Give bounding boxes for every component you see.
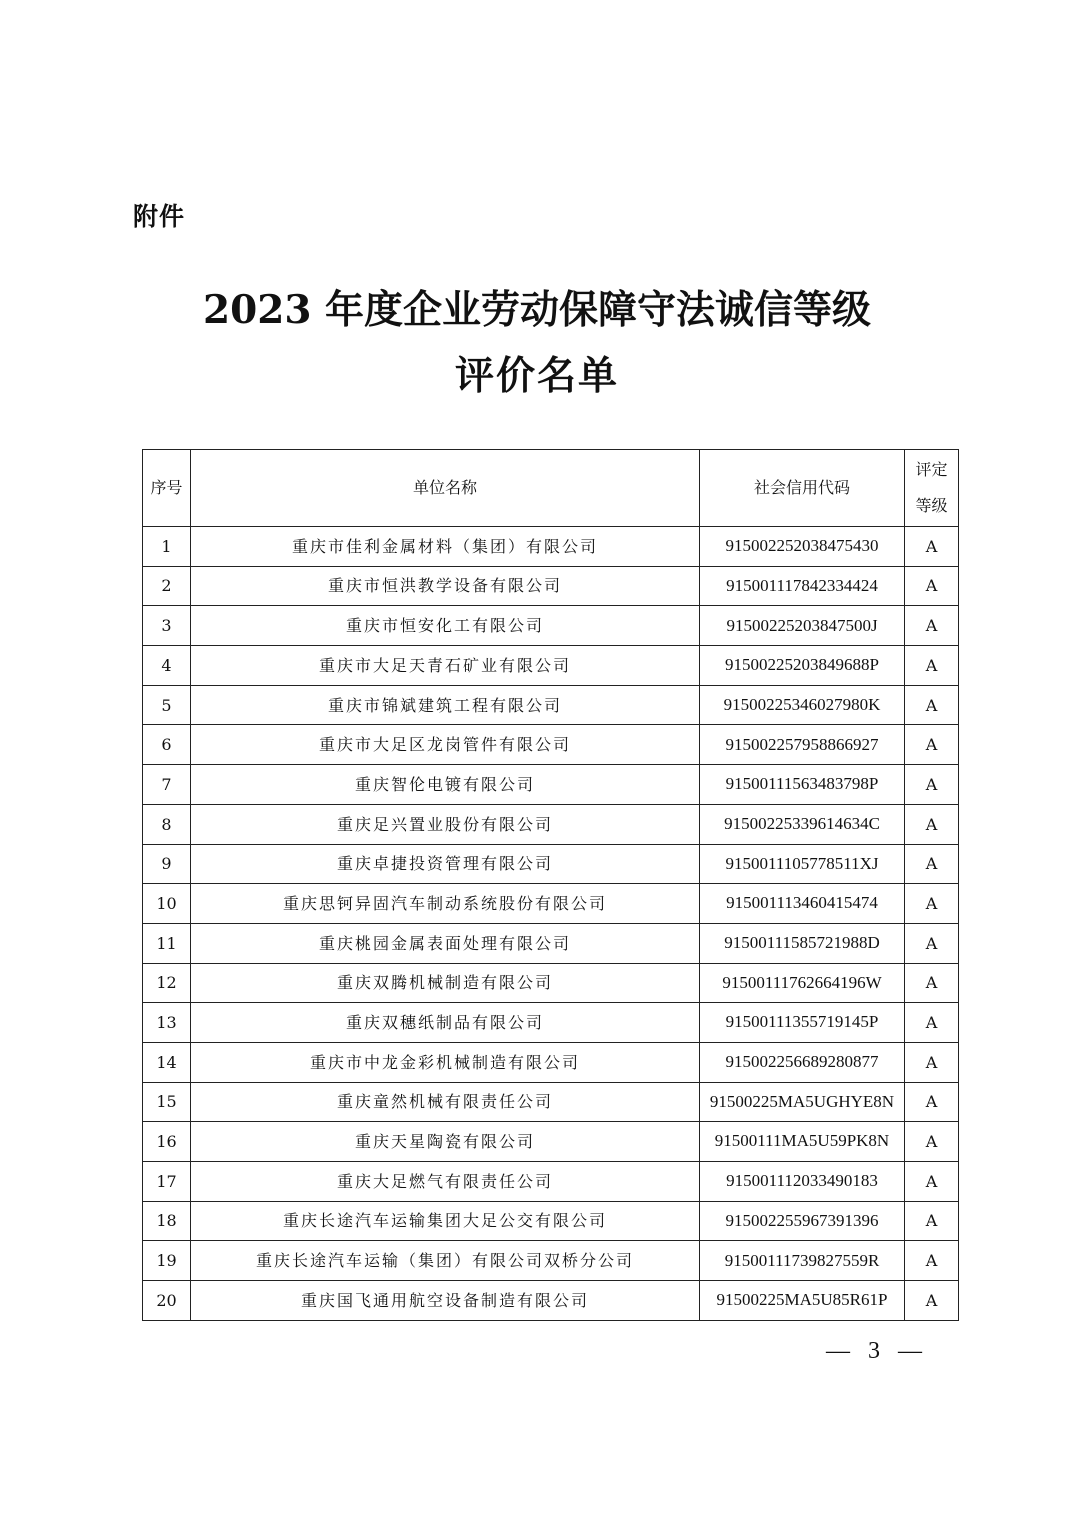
table-row	[143, 1042, 959, 1082]
document-title-line1: 2023 年度企业劳动保障守法诚信等级	[202, 287, 872, 333]
row-code-cell: 91500111MA5U59PK8N	[700, 1122, 905, 1162]
table-row	[143, 1122, 959, 1162]
row-code-cell: 91500111585721988D	[700, 923, 905, 963]
row-name-cell: 重庆国飞通用航空设备制造有限公司	[191, 1281, 700, 1321]
row-grade-cell: A	[905, 963, 959, 1003]
row-name-cell: 重庆市大足区龙岗管件有限公司	[191, 725, 700, 765]
row-name-cell: 重庆双腾机械制造有限公司	[191, 963, 700, 1003]
row-code-cell: 91500225346027980K	[700, 685, 905, 725]
row-grade-cell: A	[905, 804, 959, 844]
row-name-cell: 重庆智伦电镀有限公司	[191, 765, 700, 805]
row-name-cell: 重庆市锦斌建筑工程有限公司	[191, 685, 700, 725]
row-grade-cell: A	[905, 1241, 959, 1281]
table-row	[143, 725, 959, 765]
row-seq-cell: 8	[143, 804, 191, 844]
attachment-label: 附件	[133, 202, 186, 231]
row-seq-cell: 16	[143, 1122, 191, 1162]
row-seq-cell: 5	[143, 685, 191, 725]
row-name-cell: 重庆市中龙金彩机械制造有限公司	[191, 1042, 700, 1082]
row-code-cell: 91500111762664196W	[700, 963, 905, 1003]
row-grade-cell: A	[905, 923, 959, 963]
row-code-cell: 915002255967391396	[700, 1201, 905, 1241]
row-code-cell: 915002252038475430	[700, 527, 905, 567]
table-row	[143, 1201, 959, 1241]
row-name-cell: 重庆双穗纸制品有限公司	[191, 1003, 700, 1043]
row-code-cell: 915002257958866927	[700, 725, 905, 765]
table-header	[143, 450, 959, 527]
row-grade-cell: A	[905, 1042, 959, 1082]
table-body	[143, 527, 959, 1321]
header-row	[143, 450, 959, 527]
row-code-cell: 915001112033490183	[700, 1162, 905, 1202]
row-seq-cell: 12	[143, 963, 191, 1003]
row-grade-cell: A	[905, 884, 959, 924]
row-grade-cell: A	[905, 1082, 959, 1122]
row-seq-cell: 10	[143, 884, 191, 924]
table-row	[143, 527, 959, 567]
row-grade-cell: A	[905, 685, 959, 725]
table-row	[143, 884, 959, 924]
row-name-cell: 重庆桃园金属表面处理有限公司	[191, 923, 700, 963]
row-seq-cell: 2	[143, 566, 191, 606]
row-seq-cell: 9	[143, 844, 191, 884]
row-seq-cell: 4	[143, 646, 191, 686]
table-row	[143, 1241, 959, 1281]
row-name-cell: 重庆思钶异固汽车制动系统股份有限公司	[191, 884, 700, 924]
row-name-cell: 重庆市大足天青石矿业有限公司	[191, 646, 700, 686]
row-name-cell: 重庆童然机械有限责任公司	[191, 1082, 700, 1122]
rating-list-table	[142, 449, 959, 1321]
row-code-cell: 91500111355719145P	[700, 1003, 905, 1043]
row-code-cell: 91500111739827559R	[700, 1241, 905, 1281]
row-seq-cell: 14	[143, 1042, 191, 1082]
row-grade-cell: A	[905, 1003, 959, 1043]
row-seq-cell: 17	[143, 1162, 191, 1202]
row-code-cell: 91500225203849688P	[700, 646, 905, 686]
row-grade-cell: A	[905, 765, 959, 805]
row-seq-cell: 7	[143, 765, 191, 805]
table-row	[143, 765, 959, 805]
table-row	[143, 1281, 959, 1321]
row-name-cell: 重庆足兴置业股份有限公司	[191, 804, 700, 844]
row-name-cell: 重庆长途汽车运输集团大足公交有限公司	[191, 1201, 700, 1241]
row-seq-cell: 20	[143, 1281, 191, 1321]
table-row	[143, 646, 959, 686]
table-row	[143, 844, 959, 884]
row-grade-cell: A	[905, 527, 959, 567]
row-seq-cell: 19	[143, 1241, 191, 1281]
header-code: 社会信用代码	[700, 450, 905, 527]
table-row	[143, 685, 959, 725]
row-seq-cell: 15	[143, 1082, 191, 1122]
row-seq-cell: 1	[143, 527, 191, 567]
row-code-cell: 91500225339614634C	[700, 804, 905, 844]
row-code-cell: 915001113460415474	[700, 884, 905, 924]
row-seq-cell: 3	[143, 606, 191, 646]
table-row	[143, 923, 959, 963]
header-seq: 序号	[143, 450, 191, 527]
row-code-cell: 91500225MA5UGHYE8N	[700, 1082, 905, 1122]
table-row	[143, 1162, 959, 1202]
table-row	[143, 606, 959, 646]
row-name-cell: 重庆天星陶瓷有限公司	[191, 1122, 700, 1162]
row-name-cell: 重庆大足燃气有限责任公司	[191, 1162, 700, 1202]
header-name: 单位名称	[191, 450, 700, 527]
document-title-line2: 评价名单	[454, 353, 619, 399]
row-seq-cell: 18	[143, 1201, 191, 1241]
page-number: — 3 —	[826, 1338, 928, 1364]
table-row	[143, 804, 959, 844]
row-code-cell: 91500225203847500J	[700, 606, 905, 646]
row-name-cell: 重庆长途汽车运输（集团）有限公司双桥分公司	[191, 1241, 700, 1281]
row-seq-cell: 13	[143, 1003, 191, 1043]
header-grade-line2: 等级	[915, 496, 948, 515]
row-grade-cell: A	[905, 566, 959, 606]
row-grade-cell: A	[905, 725, 959, 765]
row-grade-cell: A	[905, 844, 959, 884]
row-code-cell: 915002256689280877	[700, 1042, 905, 1082]
header-grade	[905, 450, 959, 527]
row-seq-cell: 6	[143, 725, 191, 765]
row-name-cell: 重庆卓捷投资管理有限公司	[191, 844, 700, 884]
row-seq-cell: 11	[143, 923, 191, 963]
row-grade-cell: A	[905, 646, 959, 686]
row-code-cell: 91500225MA5U85R61P	[700, 1281, 905, 1321]
row-grade-cell: A	[905, 606, 959, 646]
row-code-cell: 9150011105778511XJ	[700, 844, 905, 884]
table-row	[143, 566, 959, 606]
row-grade-cell: A	[905, 1281, 959, 1321]
row-code-cell: 91500111563483798P	[700, 765, 905, 805]
table-row	[143, 1003, 959, 1043]
table-row	[143, 963, 959, 1003]
row-code-cell: 915001117842334424	[700, 566, 905, 606]
row-name-cell: 重庆市恒洪教学设备有限公司	[191, 566, 700, 606]
row-grade-cell: A	[905, 1201, 959, 1241]
row-name-cell: 重庆市佳利金属材料（集团）有限公司	[191, 527, 700, 567]
table-row	[143, 1082, 959, 1122]
header-grade-line1: 评定	[915, 460, 948, 479]
row-name-cell: 重庆市恒安化工有限公司	[191, 606, 700, 646]
row-grade-cell: A	[905, 1122, 959, 1162]
row-grade-cell: A	[905, 1162, 959, 1202]
